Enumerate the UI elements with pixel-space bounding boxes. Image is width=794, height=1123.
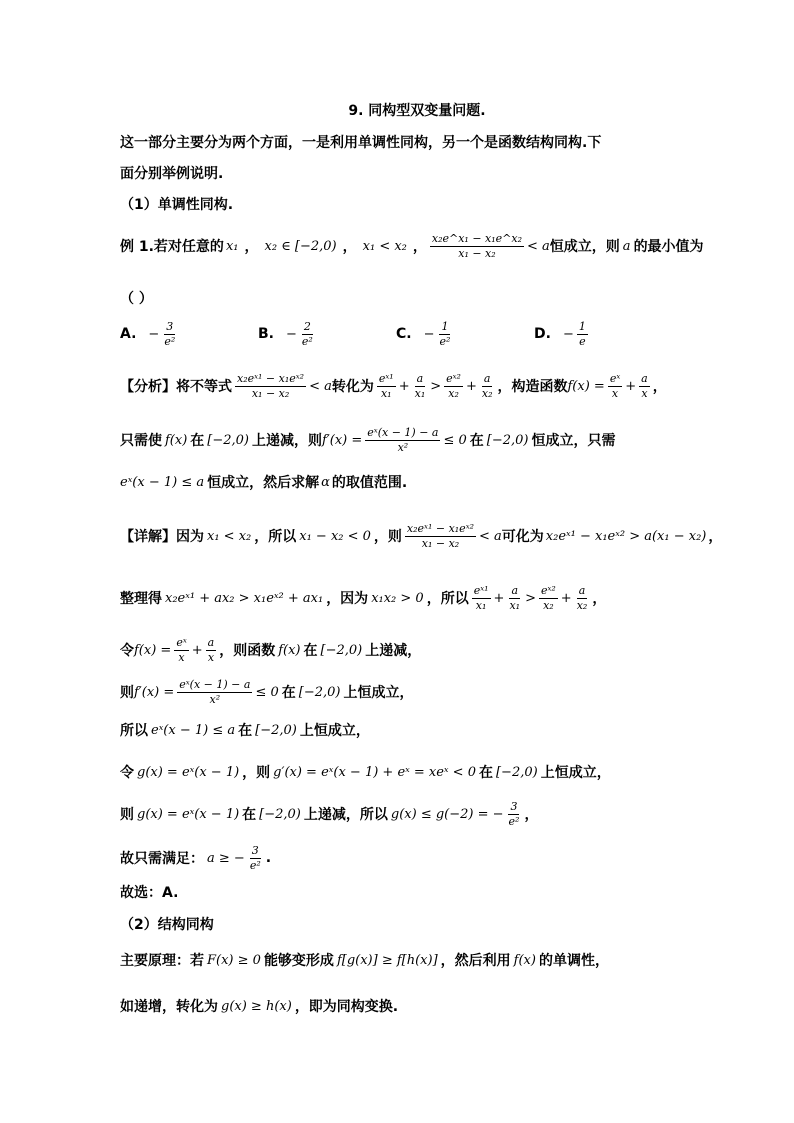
option-b: B. − $\frac{2}{\text{e²}}$ (258, 320, 313, 348)
detail-line-6: 令 g(x) = eˣ(x − 1) ，则 g′(x) = eˣ(x − 1) + eˣ = xeˣ < 0 在 [−2,0) 上恒成立， (120, 764, 611, 781)
detail-line-8: 故只需满足： a ≥ − $\frac{3}{\text{e²}}$ . (120, 844, 272, 872)
principle-line-1: 主要原理：若 F(x) ≥ 0 能够变形成 f[g(x)] ≥ f[h(x)] ，然后利用 f(x) 的单调性， (120, 952, 609, 969)
detail-line-7: 则 g(x) = eˣ(x − 1) 在 [−2,0) 上递减，所以 g(x) ≤ g(−2) = − $\frac{3}{\text{e²}}$ ， (120, 800, 539, 828)
option-d: D. − $\frac{1}{e}$ (534, 320, 586, 348)
page-title: 9. 同构型双变量问题. (348, 103, 486, 119)
intro-line-1: 这一部分主要分为两个方面，一是利用单调性同构，另一个是函数结构同构.下 (120, 135, 602, 151)
detail-line-4: 则 f′(x) = $\frac{\text{eˣ(x − 1) − a}}{\text{x²}}$ ≤ 0 在 [−2,0) 上恒成立， (120, 678, 414, 706)
option-a: A. − $\frac{3}{\text{e²}}$ (120, 320, 176, 348)
section-1-heading: （1）单调性同构. (120, 197, 234, 213)
analysis-line-1: 【分析】将不等式 $\frac{\text{x₂eˣ¹ − x₁eˣ²}}{\text{x₁ − x₂}}$ < a 转化为 $\frac{\text{eˣ¹}}{\text{x₁}}$ + $\frac{a}{\text{x₁}}$ > $\frac{\text{eˣ²}}{\text{x₂}}$ + $\frac{a}{\text{x₂}}$ ，构造函数 f(x) = $\frac{\text{eˣ}}{x}$ + $\frac{a}{x}$ ， (120, 372, 667, 400)
intro-line-2: 面分别举例说明. (120, 166, 224, 182)
principle-line-2: 如递增，转化为 g(x) ≥ h(x) ，即为同构变换. (120, 998, 399, 1015)
detail-line-2: 整理得 x₂eˣ¹ + ax₂ > x₁eˣ² + ax₁ ，因为 x₁x₂ > 0 ，所以 $\frac{\text{eˣ¹}}{\text{x₁}}$ + $\frac{a}{\text{x₁}}$ > $\frac{\text{eˣ²}}{\text{x₂}}$ + $\frac{a}{\text{x₂}}$ ， (120, 584, 607, 612)
example-1-fraction: $\frac{\text{x₂e\textasciicircum{}x₁ − x₁e\textasciicircum{}x₂}}{\text{x₁ − x₂}}$ (431, 232, 523, 260)
option-c: C. − $\frac{1}{\text{e²}}$ (396, 320, 451, 348)
example-1-answer-blank: （ ） (120, 291, 153, 307)
analysis-line-3: eˣ(x − 1) ≤ a 恒成立，然后求解 α 的取值范围. (120, 474, 408, 491)
detail-conclusion: 故选：A. (120, 885, 179, 901)
section-2-heading: （2）结构同构 (120, 917, 214, 933)
analysis-line-2: 只需使 f(x) 在 [−2,0) 上递减，则 f′(x) = $\frac{\text{eˣ(x − 1) − a}}{\text{x²}}$ ≤ 0 在 [−2,0) 恒成立，只需 (120, 426, 616, 454)
detail-line-3: 令 f(x) = $\frac{\text{eˣ}}{x}$ + $\frac{a}{x}$ ，则函数 f(x) 在 [−2,0) 上递减， (120, 636, 422, 664)
example-1-statement: 例 1.若对任意的 x₁ ， x₂ ∈ [−2,0) ， x₁ < x₂ ， $\frac{\text{x₂e\textasciicircum{}x₁ − x₁e\textasciicircum{}x₂}}{\text{x₁ − x₂}}$ < a 恒成立，则 a 的最小值为 (120, 232, 704, 260)
detail-line-5: 所以 eˣ(x − 1) ≤ a 在 [−2,0) 上恒成立， (120, 722, 370, 739)
detail-line-1: 【详解】因为 x₁ < x₂ ，所以 x₁ − x₂ < 0 ，则 $\frac{\text{x₂eˣ¹ − x₁eˣ²}}{\text{x₁ − x₂}}$ < a 可化为 x₂eˣ¹ − x₁eˣ² > a(x₁ − x₂) ， (120, 522, 723, 550)
